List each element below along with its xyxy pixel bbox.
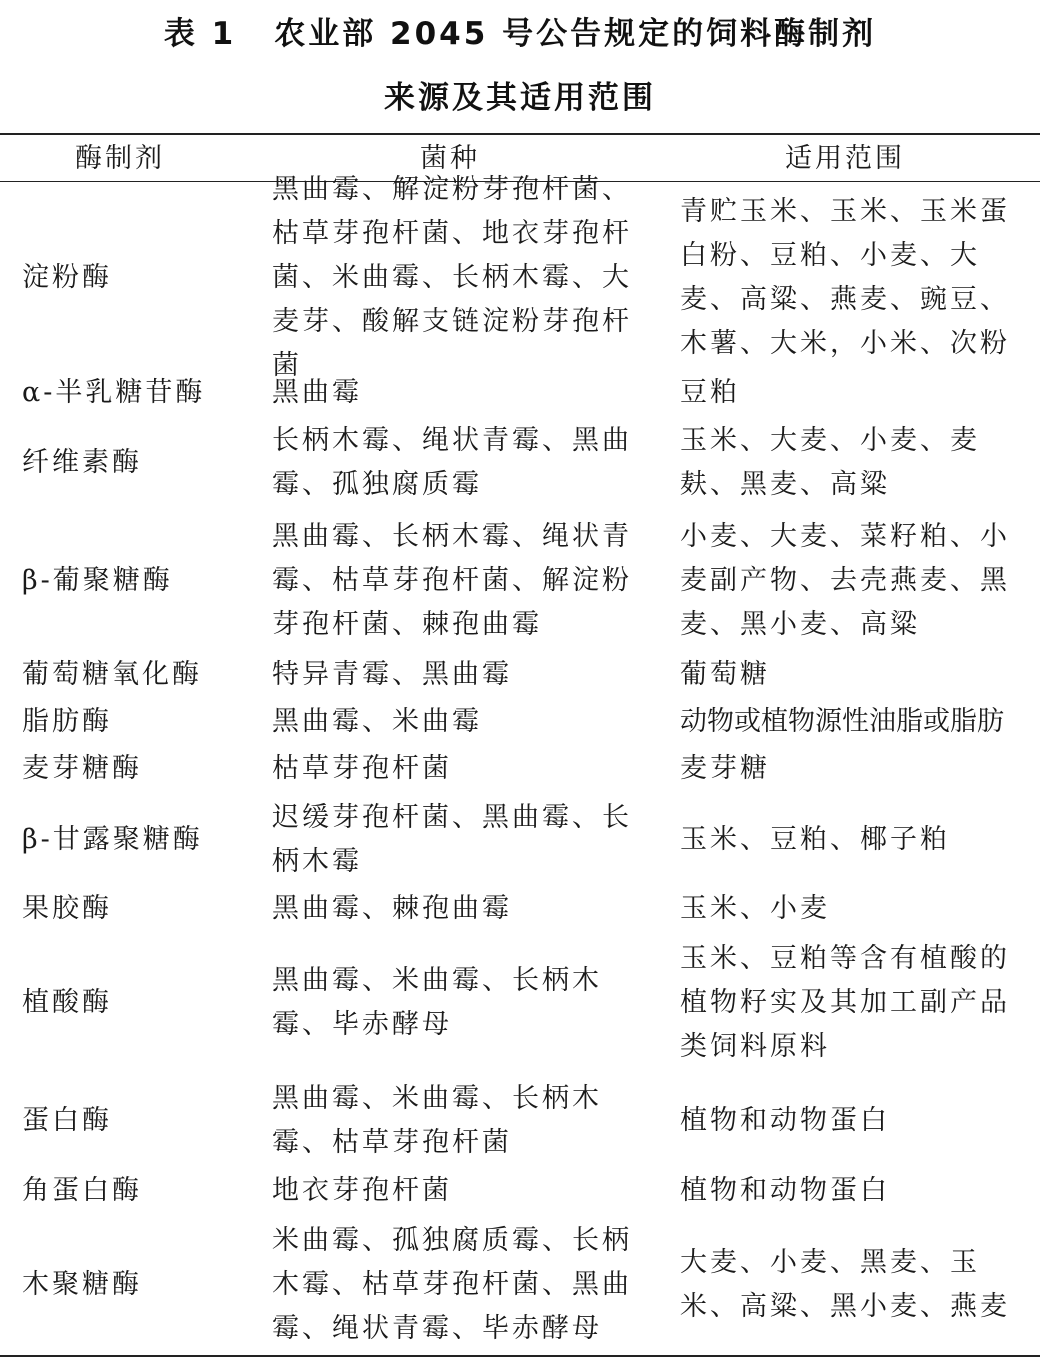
scope-cell: 青贮玉米、玉米、玉米蛋白粉、豆粕、小麦、大麦、高粱、燕麦、豌豆、木薯、大米，小米、次粉 [680, 196, 1010, 359]
scope-cell: 玉米、豆粕、椰子粕 [680, 824, 950, 855]
enzyme-cell: α-半乳糖苷酶 [22, 377, 206, 408]
header-strain: 菌种 [420, 143, 480, 174]
table-title-line-2: 来源及其适用范围 [384, 80, 656, 116]
strain-cell: 地衣芽孢杆菌 [272, 1175, 452, 1206]
scope-cell: 大麦、小麦、黑麦、玉米、高粱、黑小麦、燕麦 [680, 1247, 1010, 1322]
scope-cell: 动物或植物源性油脂或脂肪 [680, 706, 1004, 737]
enzyme-cell: 果胶酶 [22, 893, 112, 924]
enzyme-cell: 蛋白酶 [22, 1105, 112, 1136]
enzyme-cell: β-葡聚糖酶 [22, 565, 173, 596]
table-row [0, 1076, 1040, 1166]
table-row [0, 699, 1040, 745]
table-row [0, 886, 1040, 932]
strain-cell: 长柄木霉、绳状青霉、黑曲霉、孤独腐质霉 [272, 425, 632, 500]
scope-cell: 植物和动物蛋白 [680, 1175, 890, 1206]
scope-cell: 豆粕 [680, 377, 740, 408]
scope-cell: 麦芽糖 [680, 753, 770, 784]
enzyme-cell: 麦芽糖酶 [22, 753, 142, 784]
strain-cell: 黑曲霉 [272, 377, 362, 408]
enzyme-cell: β-甘露聚糖酶 [22, 824, 203, 855]
strain-cell: 黑曲霉、棘孢曲霉 [272, 893, 512, 924]
table-row [0, 370, 1040, 416]
table-row [0, 1168, 1040, 1214]
table-row [0, 514, 1040, 648]
enzyme-cell: 植酸酶 [22, 987, 112, 1018]
enzyme-cell: 角蛋白酶 [22, 1175, 142, 1206]
scope-cell: 玉米、小麦 [680, 893, 830, 924]
enzyme-cell: 木聚糖酶 [22, 1269, 142, 1300]
table-row [0, 652, 1040, 698]
table-row [0, 795, 1040, 885]
scope-cell: 玉米、大麦、小麦、麦麸、黑麦、高粱 [680, 425, 980, 500]
table-row [0, 746, 1040, 792]
strain-cell: 枯草芽孢杆菌 [272, 753, 452, 784]
table-title [0, 8, 1040, 53]
enzyme-cell: 淀粉酶 [22, 262, 112, 293]
strain-cell: 特异青霉、黑曲霉 [272, 659, 512, 690]
strain-cell: 黑曲霉、米曲霉、长柄木霉、枯草芽孢杆菌 [272, 1083, 602, 1158]
table-top-rule [0, 133, 1040, 135]
scope-cell: 葡萄糖 [680, 659, 770, 690]
table-title-line-1: 农业部 2045 号公告规定的饲料酶制剂 [274, 16, 877, 52]
table-row [0, 936, 1040, 1070]
strain-cell: 黑曲霉、米曲霉 [272, 706, 482, 737]
header-scope: 适用范围 [785, 143, 905, 174]
strain-cell: 米曲霉、孤独腐质霉、长柄木霉、枯草芽孢杆菌、黑曲霉、绳状青霉、毕赤酵母 [272, 1225, 632, 1344]
strain-cell: 黑曲霉、米曲霉、长柄木霉、毕赤酵母 [272, 965, 602, 1040]
strain-cell: 黑曲霉、长柄木霉、绳状青霉、枯草芽孢杆菌、解淀粉芽孢杆菌、棘孢曲霉 [272, 521, 632, 640]
header-enzyme: 酶制剂 [75, 143, 165, 174]
scope-cell: 玉米、豆粕等含有植酸的植物籽实及其加工副产品类饲料原料 [680, 943, 1010, 1062]
table-bottom-rule [0, 1355, 1040, 1357]
table-row [0, 174, 1040, 381]
table-number: 表 1 [163, 16, 237, 52]
enzyme-cell: 葡萄糖氧化酶 [22, 659, 202, 690]
enzyme-cell: 脂肪酶 [22, 706, 112, 737]
strain-cell: 迟缓芽孢杆菌、黑曲霉、长柄木霉 [272, 802, 632, 877]
scope-cell: 植物和动物蛋白 [680, 1105, 890, 1136]
strain-cell: 黑曲霉、解淀粉芽孢杆菌、枯草芽孢杆菌、地衣芽孢杆菌、米曲霉、长柄木霉、大麦芽、酸解支链淀粉芽孢杆菌 [272, 174, 632, 381]
table-row [0, 418, 1040, 508]
table-row [0, 1218, 1040, 1352]
enzyme-cell: 纤维素酶 [22, 447, 142, 478]
scope-cell: 小麦、大麦、菜籽粕、小麦副产物、去壳燕麦、黑麦、黑小麦、高粱 [680, 521, 1010, 640]
